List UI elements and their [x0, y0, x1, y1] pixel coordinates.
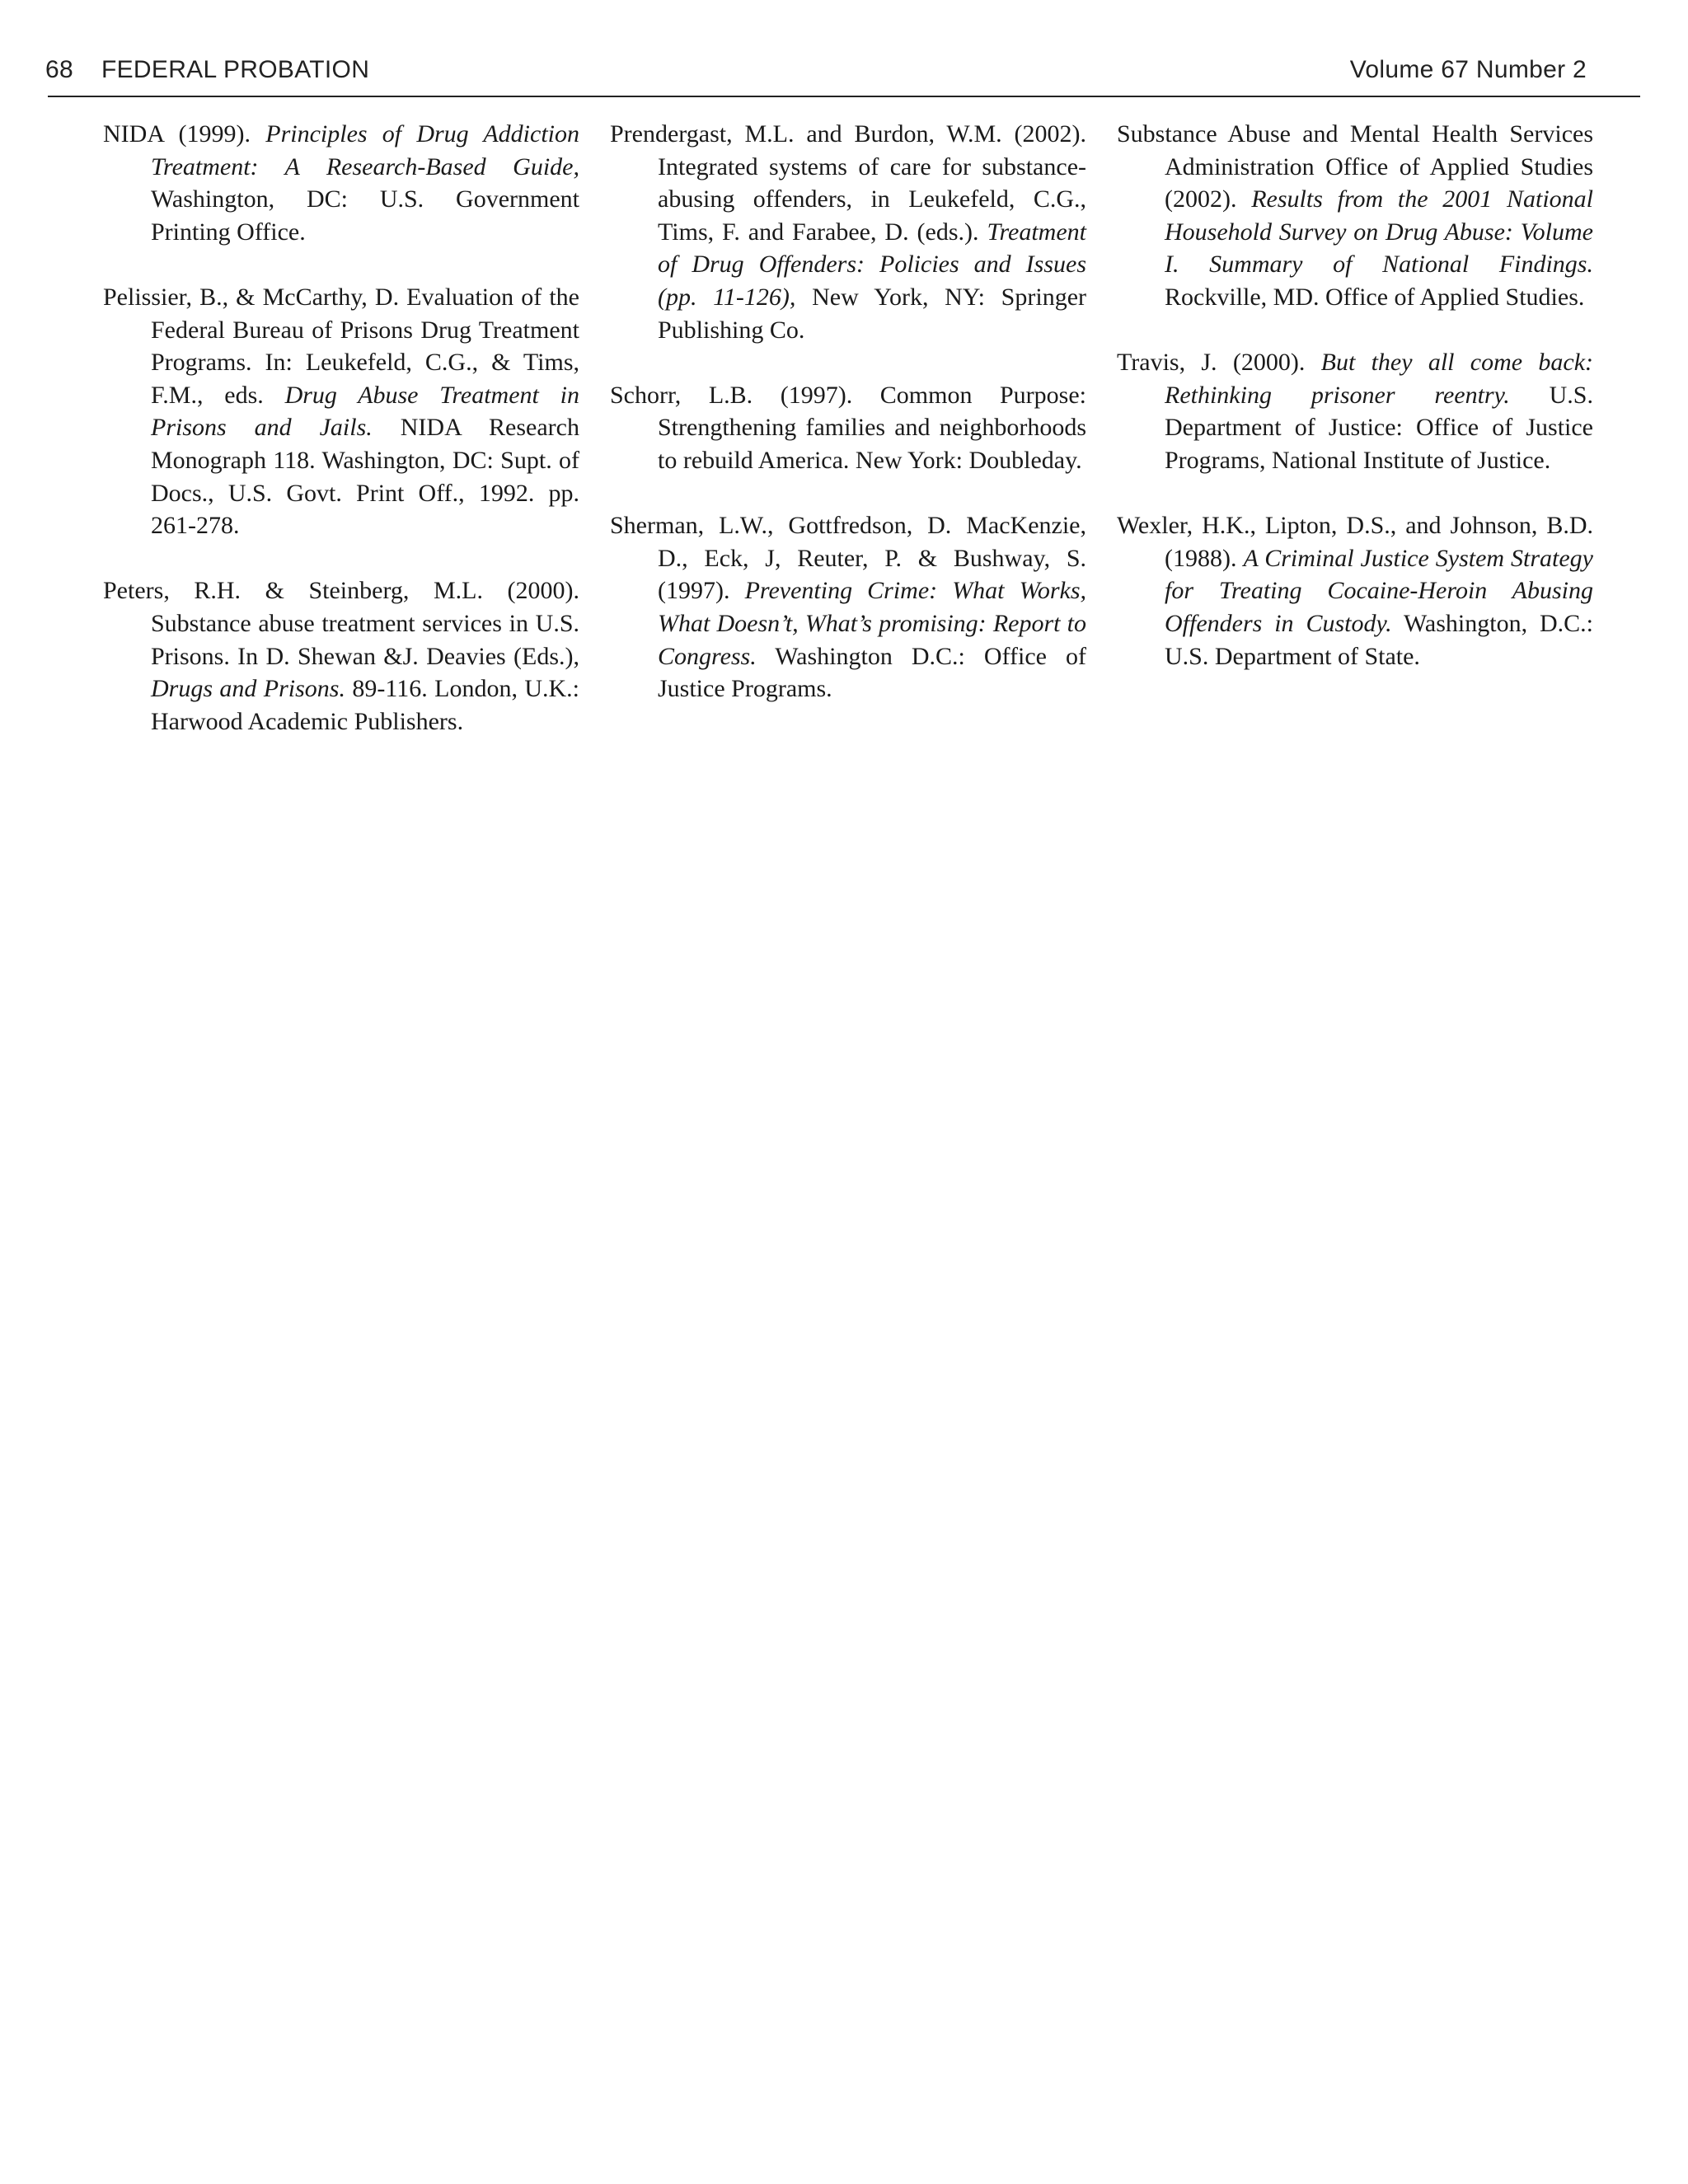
- reference-authors: NIDA (1999).: [103, 120, 266, 148]
- reference-title: But they all come back: Rethinking prisoner reentry.: [1165, 349, 1593, 409]
- reference-entry: [1117, 509, 1593, 673]
- reference-column-1: [103, 118, 579, 771]
- reference-authors: Peters, R.H. & Steinberg, M.L. (2000). Substance abuse treatment services in U.S. Prisons. In D. Shewan &J. Deavies (Eds.),: [103, 577, 579, 670]
- reference-publisher: Washington D.C.: Office of Justice Programs.: [658, 642, 1086, 703]
- reference-entry: [610, 509, 1086, 705]
- reference-authors: Prendergast, M.L. and Burdon, W.M. (2002). Integrated systems of care for substance-abusing offenders, in Leukefeld, C.G., Tims, F. and Farabee, D. (eds.).: [610, 120, 1086, 246]
- reference-publisher: U.S. Department of Justice: Office of Justice Programs, National Institute of Justice.: [1165, 381, 1593, 474]
- reference-authors: Substance Abuse and Mental Health Services Administration Office of Applied Studies (2002).: [1117, 120, 1593, 213]
- reference-authors: Travis, J. (2000).: [1117, 349, 1321, 377]
- reference-authors: Pelissier, B., & McCarthy, D. Evaluation of the Federal Bureau of Prisons Drug Treatment Programs. In: Leukefeld, C.G., & Tims, F.M., eds.: [103, 283, 579, 409]
- reference-authors: Sherman, L.W., Gottfredson, D. MacKenzie, D., Eck, J, Reuter, P. & Bushway, S. (1997).: [610, 512, 1086, 605]
- reference-title: Results from the 2001 National Household Survey on Drug Abuse: Volume I. Summary of National Findings.: [1165, 185, 1594, 279]
- reference-entry: [610, 379, 1086, 477]
- reference-title: Drugs and Prisons.: [151, 675, 345, 703]
- reference-publisher: Rockville, MD. Office of Applied Studies.: [1165, 283, 1585, 311]
- reference-entry: [103, 118, 579, 248]
- running-head: [45, 56, 1640, 92]
- reference-publisher: Washington, DC: U.S. Government Printing Office.: [151, 185, 579, 246]
- reference-title: Treatment of Drug Offenders: Policies and Issues (pp. 11-126),: [658, 218, 1086, 311]
- reference-authors: Schorr, L.B. (1997). Common Purpose: Strengthening families and neighborhoods to rebuild America. New York: Doubleday.: [610, 381, 1086, 474]
- page-number: 68: [45, 56, 73, 83]
- header-rule: [48, 96, 1640, 97]
- reference-publisher: NIDA Research Monograph 118. Washington, DC: Supt. of Docs., U.S. Govt. Print Off., 1992. pp. 261-278.: [151, 414, 579, 540]
- reference-authors: Wexler, H.K., Lipton, D.S., and Johnson, B.D. (1988).: [1117, 512, 1593, 572]
- reference-publisher: Washington, D.C.: U.S. Department of State.: [1165, 609, 1593, 670]
- reference-entry: [1117, 118, 1593, 314]
- reference-column-2: [610, 118, 1086, 738]
- reference-entry: [610, 118, 1086, 346]
- reference-publisher: 89-116. London, U.K.: Harwood Academic Publishers.: [151, 675, 579, 735]
- reference-entry: [1117, 346, 1593, 476]
- reference-entry: [103, 574, 579, 738]
- reference-title: Drug Abuse Treatment in Prisons and Jails.: [151, 381, 579, 442]
- issue-label: Volume 67 Number 2: [1349, 56, 1587, 83]
- reference-title: Principles of Drug Addiction Treatment: A Research-Based Guide,: [151, 120, 579, 180]
- reference-title: Preventing Crime: What Works, What Doesn’t, What’s promising: Report to Congress.: [658, 577, 1086, 670]
- journal-title: FEDERAL PROBATION: [101, 56, 370, 83]
- reference-title: A Criminal Justice System Strategy for Treating Cocaine-Heroin Abusing Offenders in Custody.: [1165, 544, 1594, 637]
- reference-column-3: [1117, 118, 1593, 705]
- reference-entry: [103, 281, 579, 542]
- reference-publisher: New York, NY: Springer Publishing Co.: [658, 283, 1086, 344]
